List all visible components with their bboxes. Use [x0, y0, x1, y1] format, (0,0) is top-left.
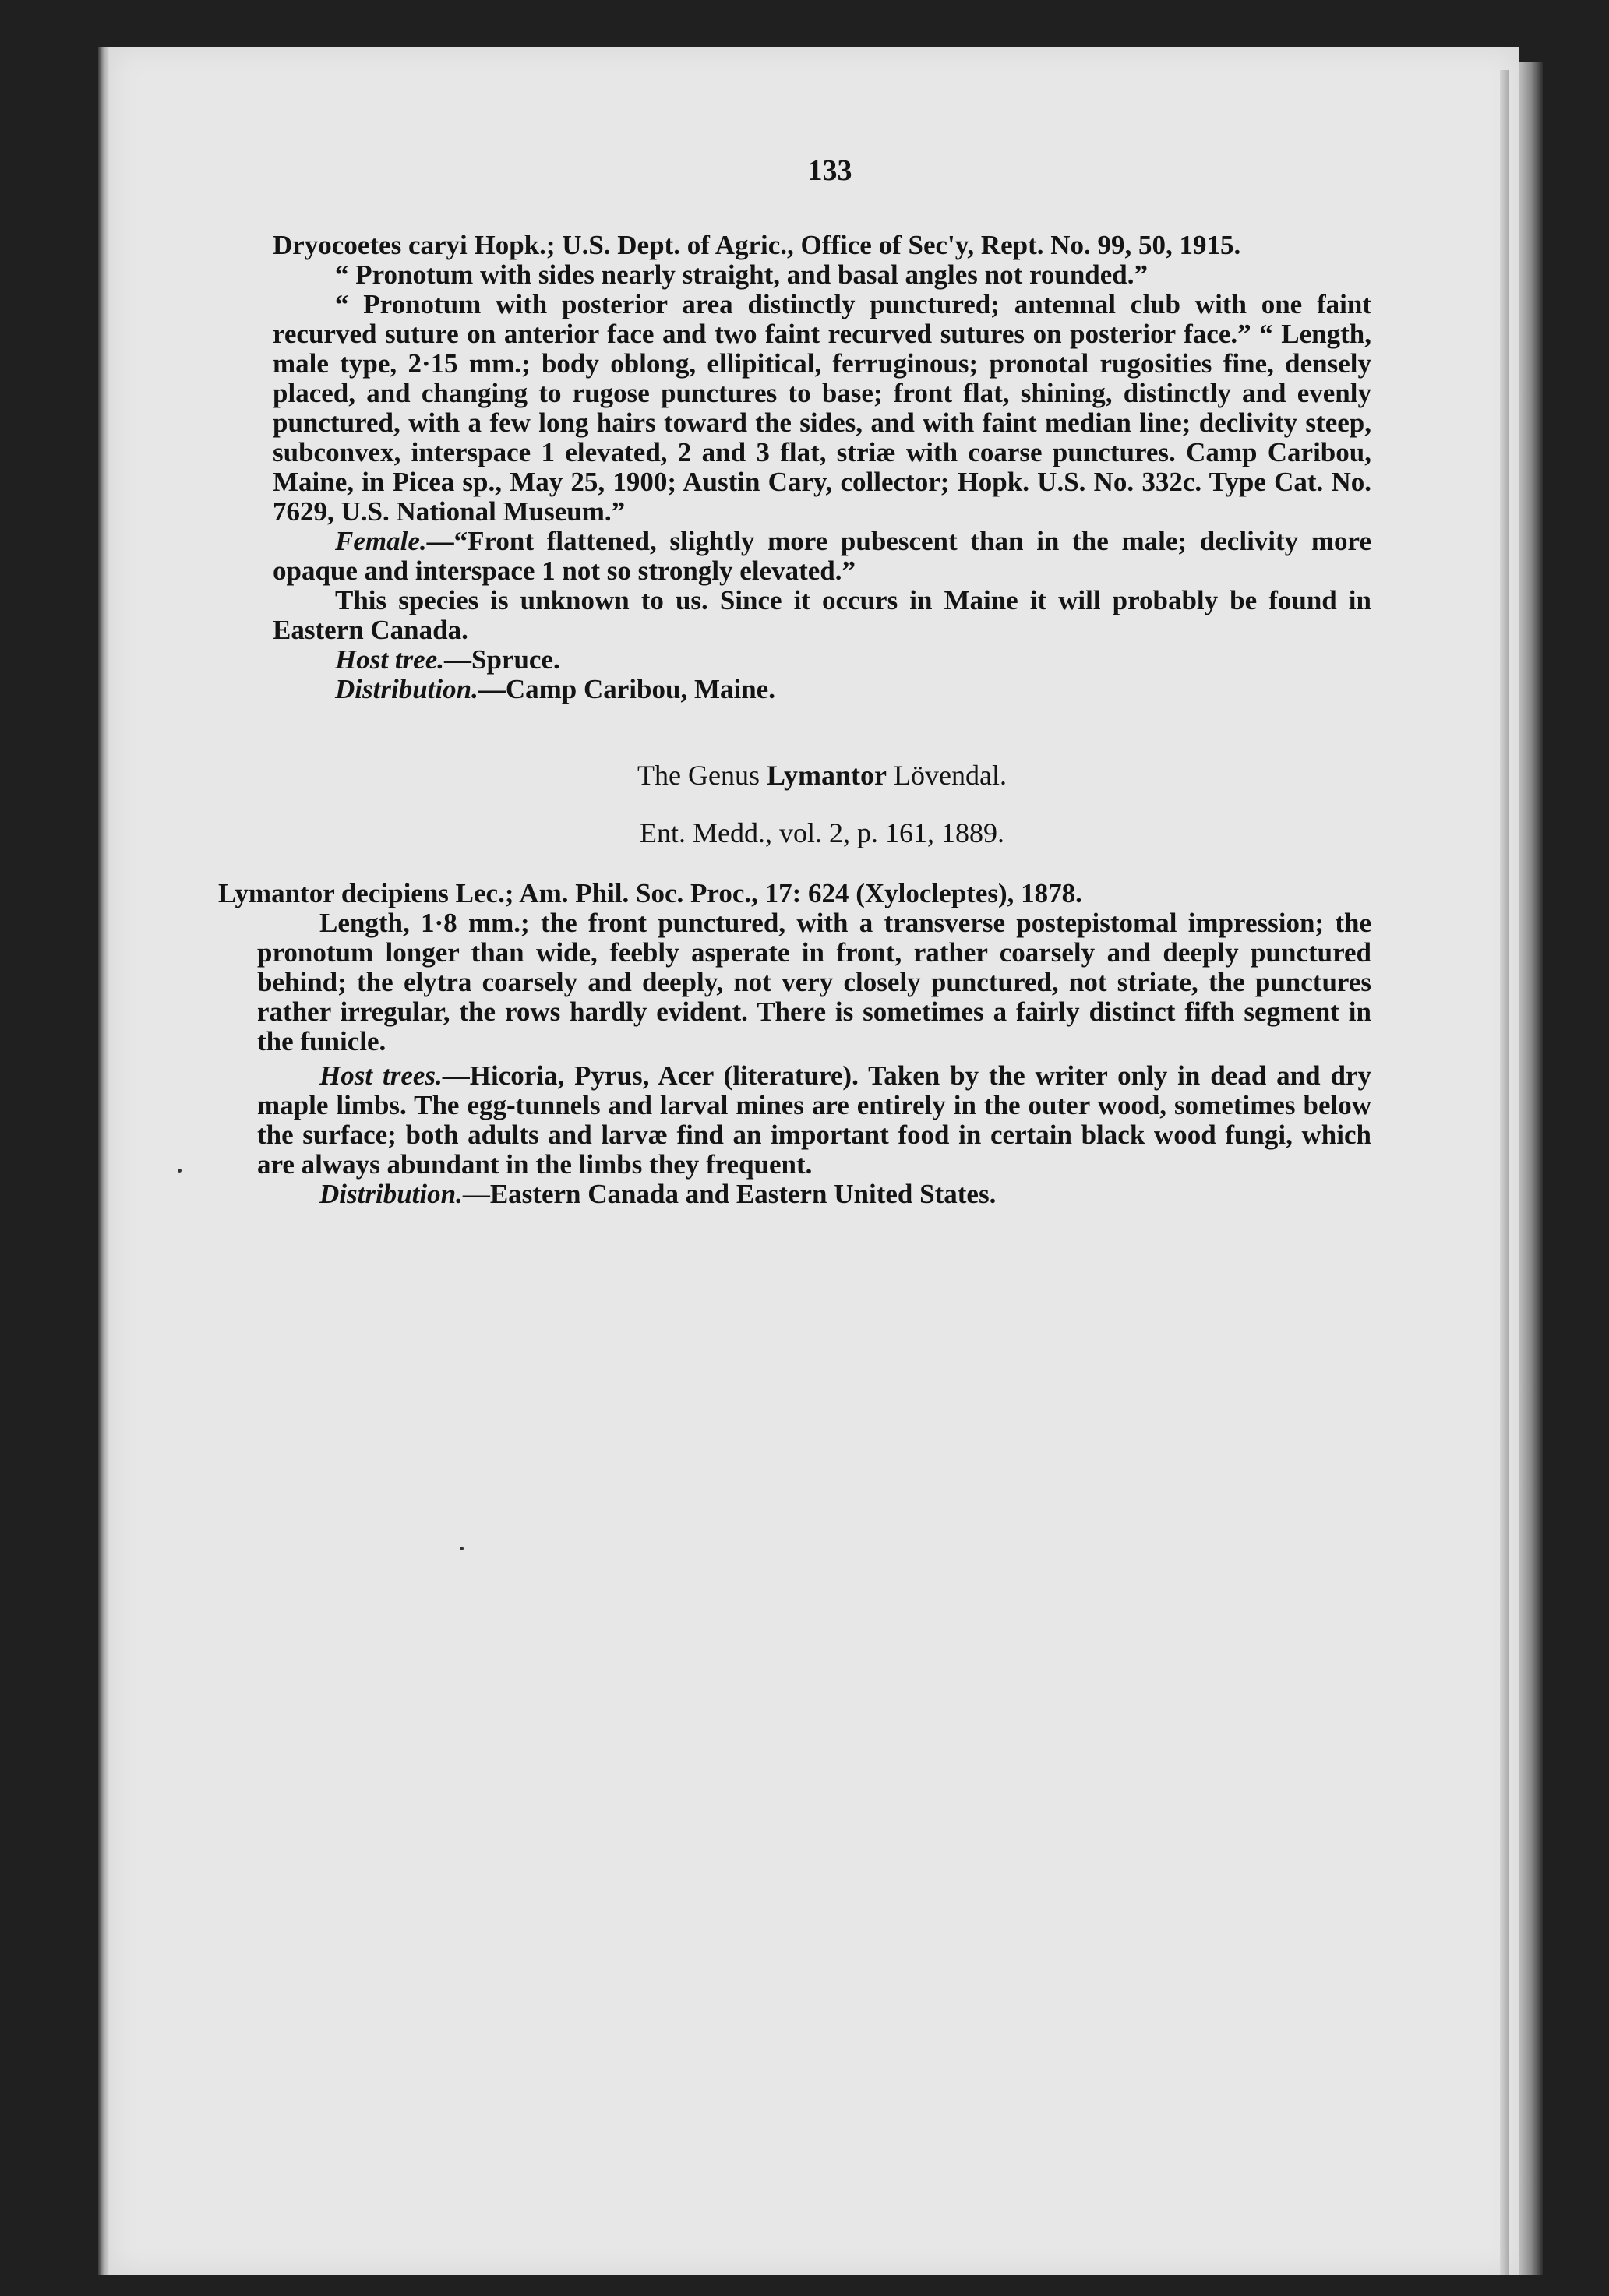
host-tree-paragraph [273, 645, 1371, 675]
description-paragraph [273, 290, 1371, 527]
paragraph-text: —Camp Caribou, Maine. [478, 674, 775, 704]
genus-author: Lövendal. [887, 760, 1007, 791]
paragraph-label: Female. [335, 526, 427, 556]
page-edge-right [1519, 62, 1543, 2275]
paragraph-label: Distribution. [319, 1179, 463, 1209]
host-tree-paragraph [257, 1061, 1371, 1180]
paragraph-label: Host trees. [319, 1060, 443, 1091]
species-citation: Hopk.; U.S. Dept. of Agric., Office of Sec'y, Rept. No. 99, 50, 1915. [467, 230, 1241, 260]
paragraph-text: —“Front flattened, slightly more pubescent than in the male; declivity more opaque and interspace 1 not so strongly elevated.” [273, 526, 1371, 586]
paragraph-text: Length, 1·8 mm.; the front punctured, with a transverse postepistomal impression; the pronotum longer than wide, feebly asperate in front, rather coarsely and deeply punctured behind; the elytra coarsely and deeply, not very closely punctured, not striate, the punctures rather irregular, the rows hardly evident. There is sometimes a fairly distinct fifth segment in the funicle. [257, 908, 1371, 1056]
page-edge-inner [1500, 70, 1509, 2275]
genus-name: Lymantor [767, 760, 887, 791]
species-name: Lymantor decipiens [218, 878, 449, 908]
paragraph-text: —Eastern Canada and Eastern United States. [462, 1179, 997, 1209]
paragraph-text: “ Pronotum with sides nearly straight, and basal angles not rounded.” [335, 259, 1149, 290]
species-entry-heading [273, 231, 1371, 260]
paragraph-text: —Spruce. [443, 644, 560, 675]
scan-speck [460, 1547, 464, 1550]
genus-heading [273, 760, 1371, 790]
description-paragraph [273, 260, 1371, 290]
species-citation: Lec.; Am. Phil. Soc. Proc., 17: 624 (Xylocleptes), 1878. [448, 878, 1082, 908]
distribution-paragraph [257, 1180, 1371, 1209]
genus-prefix: The Genus [637, 760, 767, 791]
page-binding-edge [98, 47, 109, 2275]
species-name: Dryocoetes caryi [273, 230, 468, 260]
page-number: 133 [807, 154, 852, 187]
paragraph-text: —Hicoria, Pyrus, Acer (literature). Taken by the writer only in dead and dry maple limbs. The egg-tunnels and larval mines are entirely in the outer wood, sometimes below the surface; both adults and larvæ find an important food in certain black wood fungi, which are always abundant in the limbs they frequent. [257, 1060, 1371, 1180]
paragraph-label: Host tree. [335, 644, 444, 675]
document-body [218, 154, 1371, 1209]
paragraph-text: This species is unknown to us. Since it occurs in Maine it will probably be found in Eastern Canada. [273, 585, 1371, 645]
female-paragraph [273, 527, 1371, 586]
paragraph-label: Distribution. [335, 674, 478, 704]
remark-paragraph [273, 586, 1371, 645]
distribution-paragraph [273, 675, 1371, 704]
genus-reference: Ent. Medd., vol. 2, p. 161, 1889. [640, 817, 1004, 848]
species-entry-heading [218, 879, 1371, 908]
scan-speck [178, 1169, 182, 1173]
description-paragraph [257, 908, 1371, 1056]
paragraph-text: “ Pronotum with posterior area distinctly punctured; antennal club with one faint recurved suture on anterior face and two faint recurved sutures on posterior face.” “ Length, male type, 2·15 mm.; body oblong, ellipitical, ferruginous; pronotal rugosities fine, densely placed, and changing to rugose punctures to base; front flat, shining, distinctly and evenly punctured, with a few long hairs toward the sides, and with faint median line; declivity steep, subconvex, interspace 1 elevated, 2 and 3 flat, striæ with coarse punctures. Camp Caribou, Maine, in Picea sp., May 25, 1900; Austin Cary, collector; Hopk. U.S. No. 332c. Type Cat. No. 7629, U.S. National Museum.” [273, 289, 1371, 527]
